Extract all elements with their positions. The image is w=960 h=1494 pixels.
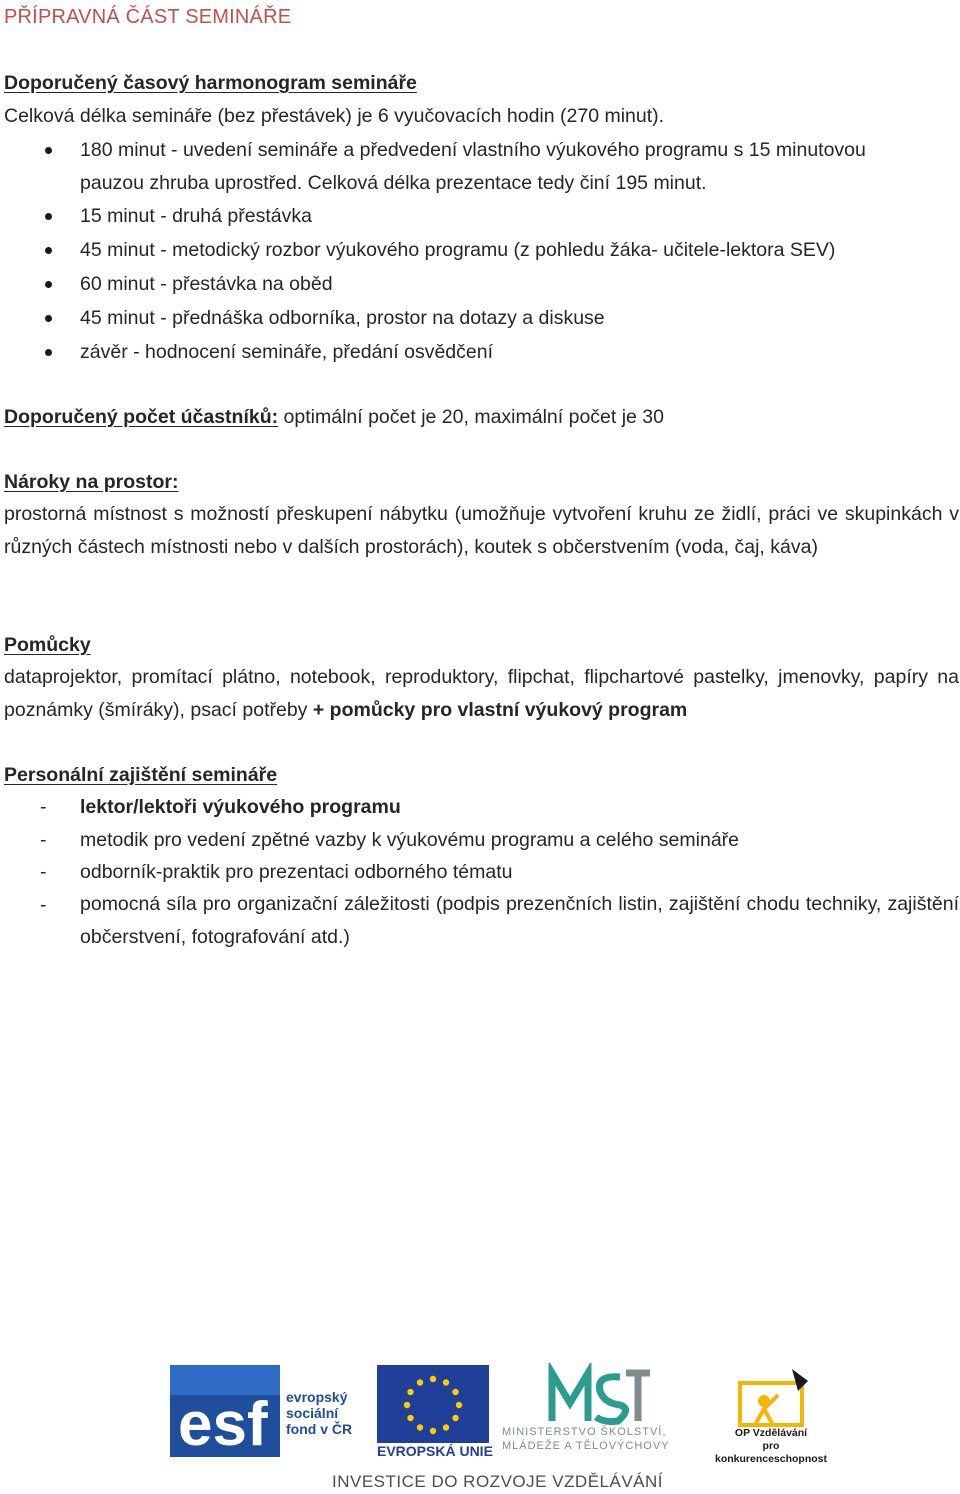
list-item-text: metodik pro vedení zpětné vazby k výukovému programu a celého semináře: [80, 829, 740, 851]
list-item-text: pauzou zhruba uprostřed. Celková délka prezentace tedy činí 195 minut.: [80, 172, 707, 194]
section-title: PŘÍPRAVNÁ ČÁST SEMINÁŘE: [4, 6, 292, 28]
participants-heading: Doporučený počet účastníků:: [4, 406, 279, 428]
space-text: prostorná místnost s možností přeskupení nábytku (umožňuje vytvoření kruhu ze židlí, práci ve skupinkách v různých částech místnosti nebo v dalších prostorách), koutek s občerstvením (voda, čaj, káva): [4, 503, 959, 558]
staff-heading: Personální zajištění semináře: [4, 764, 278, 786]
msmt-mark-icon: [500, 1363, 700, 1427]
op-text: OP Vzdělávání pro konkurenceschopnost: [714, 1427, 828, 1465]
bullet-icon: [45, 349, 52, 356]
svg-text:esf: esf: [178, 1390, 268, 1459]
tools-heading: Pomůcky: [4, 634, 91, 656]
footer-logos: [0, 1355, 960, 1494]
bullet-icon: [45, 247, 52, 254]
dash-marker: -: [40, 796, 47, 818]
participants-text: optimální počet je 20, maximální počet je 30: [278, 406, 665, 428]
tools-text: dataprojektor, promítací plátno, notebook, reproduktory, flipchat, flipchartové pastelky, jmenovky, papíry na poznámky (šmíráky), psací potřeby: [4, 666, 959, 721]
list-item-text: závěr - hodnocení semináře, předání osvědčení: [80, 341, 493, 363]
op-figure-icon: [706, 1361, 836, 1431]
tools-bold-text: + pomůcky pro vlastní výukový program: [312, 699, 688, 721]
schedule-heading: Doporučený časový harmonogram semináře: [4, 72, 417, 94]
bullet-icon: [45, 315, 52, 322]
schedule-intro: Celková délka semináře (bez přestávek) je 6 vyučovacích hodin (270 minut).: [4, 105, 665, 127]
dash-marker: -: [40, 861, 47, 883]
list-item-text: pomocná síla pro organizační záležitosti (podpis prezenčních listin, zajištění chodu techniky, zajištění občerstvení, fotografování atd.): [80, 893, 959, 948]
list-item-text: 180 minut - uvedení semináře a předvedení vlastního výukového programu s 15 minutovou: [80, 139, 866, 161]
eu-label: EVROPSKÁ UNIE: [377, 1443, 493, 1459]
dash-marker: -: [40, 894, 47, 916]
msmt-text: MINISTERSTVO ŠKOLSTVÍ, MLÁDEŽE A TĚLOVÝCHOVY: [502, 1426, 670, 1452]
eu-flag-icon: [377, 1365, 489, 1443]
esf-logo: [170, 1365, 370, 1460]
invest-slogan: INVESTICE DO ROZVOJE VZDĚLÁVÁNÍ: [332, 1472, 664, 1491]
esf-text: evropský sociální fond v ČR: [286, 1389, 353, 1437]
participants-paragraph: [4, 405, 664, 429]
tools-paragraph: [4, 661, 959, 727]
bullet-icon: [45, 147, 52, 154]
list-item-text: odborník-praktik pro prezentaci odborného tématu: [80, 861, 513, 883]
bullet-icon: [45, 281, 52, 288]
list-item-text: 45 minut - přednáška odborníka, prostor na dotazy a diskuse: [80, 307, 605, 329]
list-item-text: 15 minut - druhá přestávka: [80, 205, 312, 227]
space-heading: Nároky na prostor:: [4, 471, 179, 493]
dash-marker: -: [40, 829, 47, 851]
list-item-text: 45 minut - metodický rozbor výukového programu (z pohledu žáka- učitele-lektora SEV): [80, 239, 836, 261]
list-item-text: 60 minut - přestávka na oběd: [80, 273, 333, 295]
bullet-icon: [45, 213, 52, 220]
list-item-text: lektor/lektoři výukového programu: [80, 796, 401, 818]
